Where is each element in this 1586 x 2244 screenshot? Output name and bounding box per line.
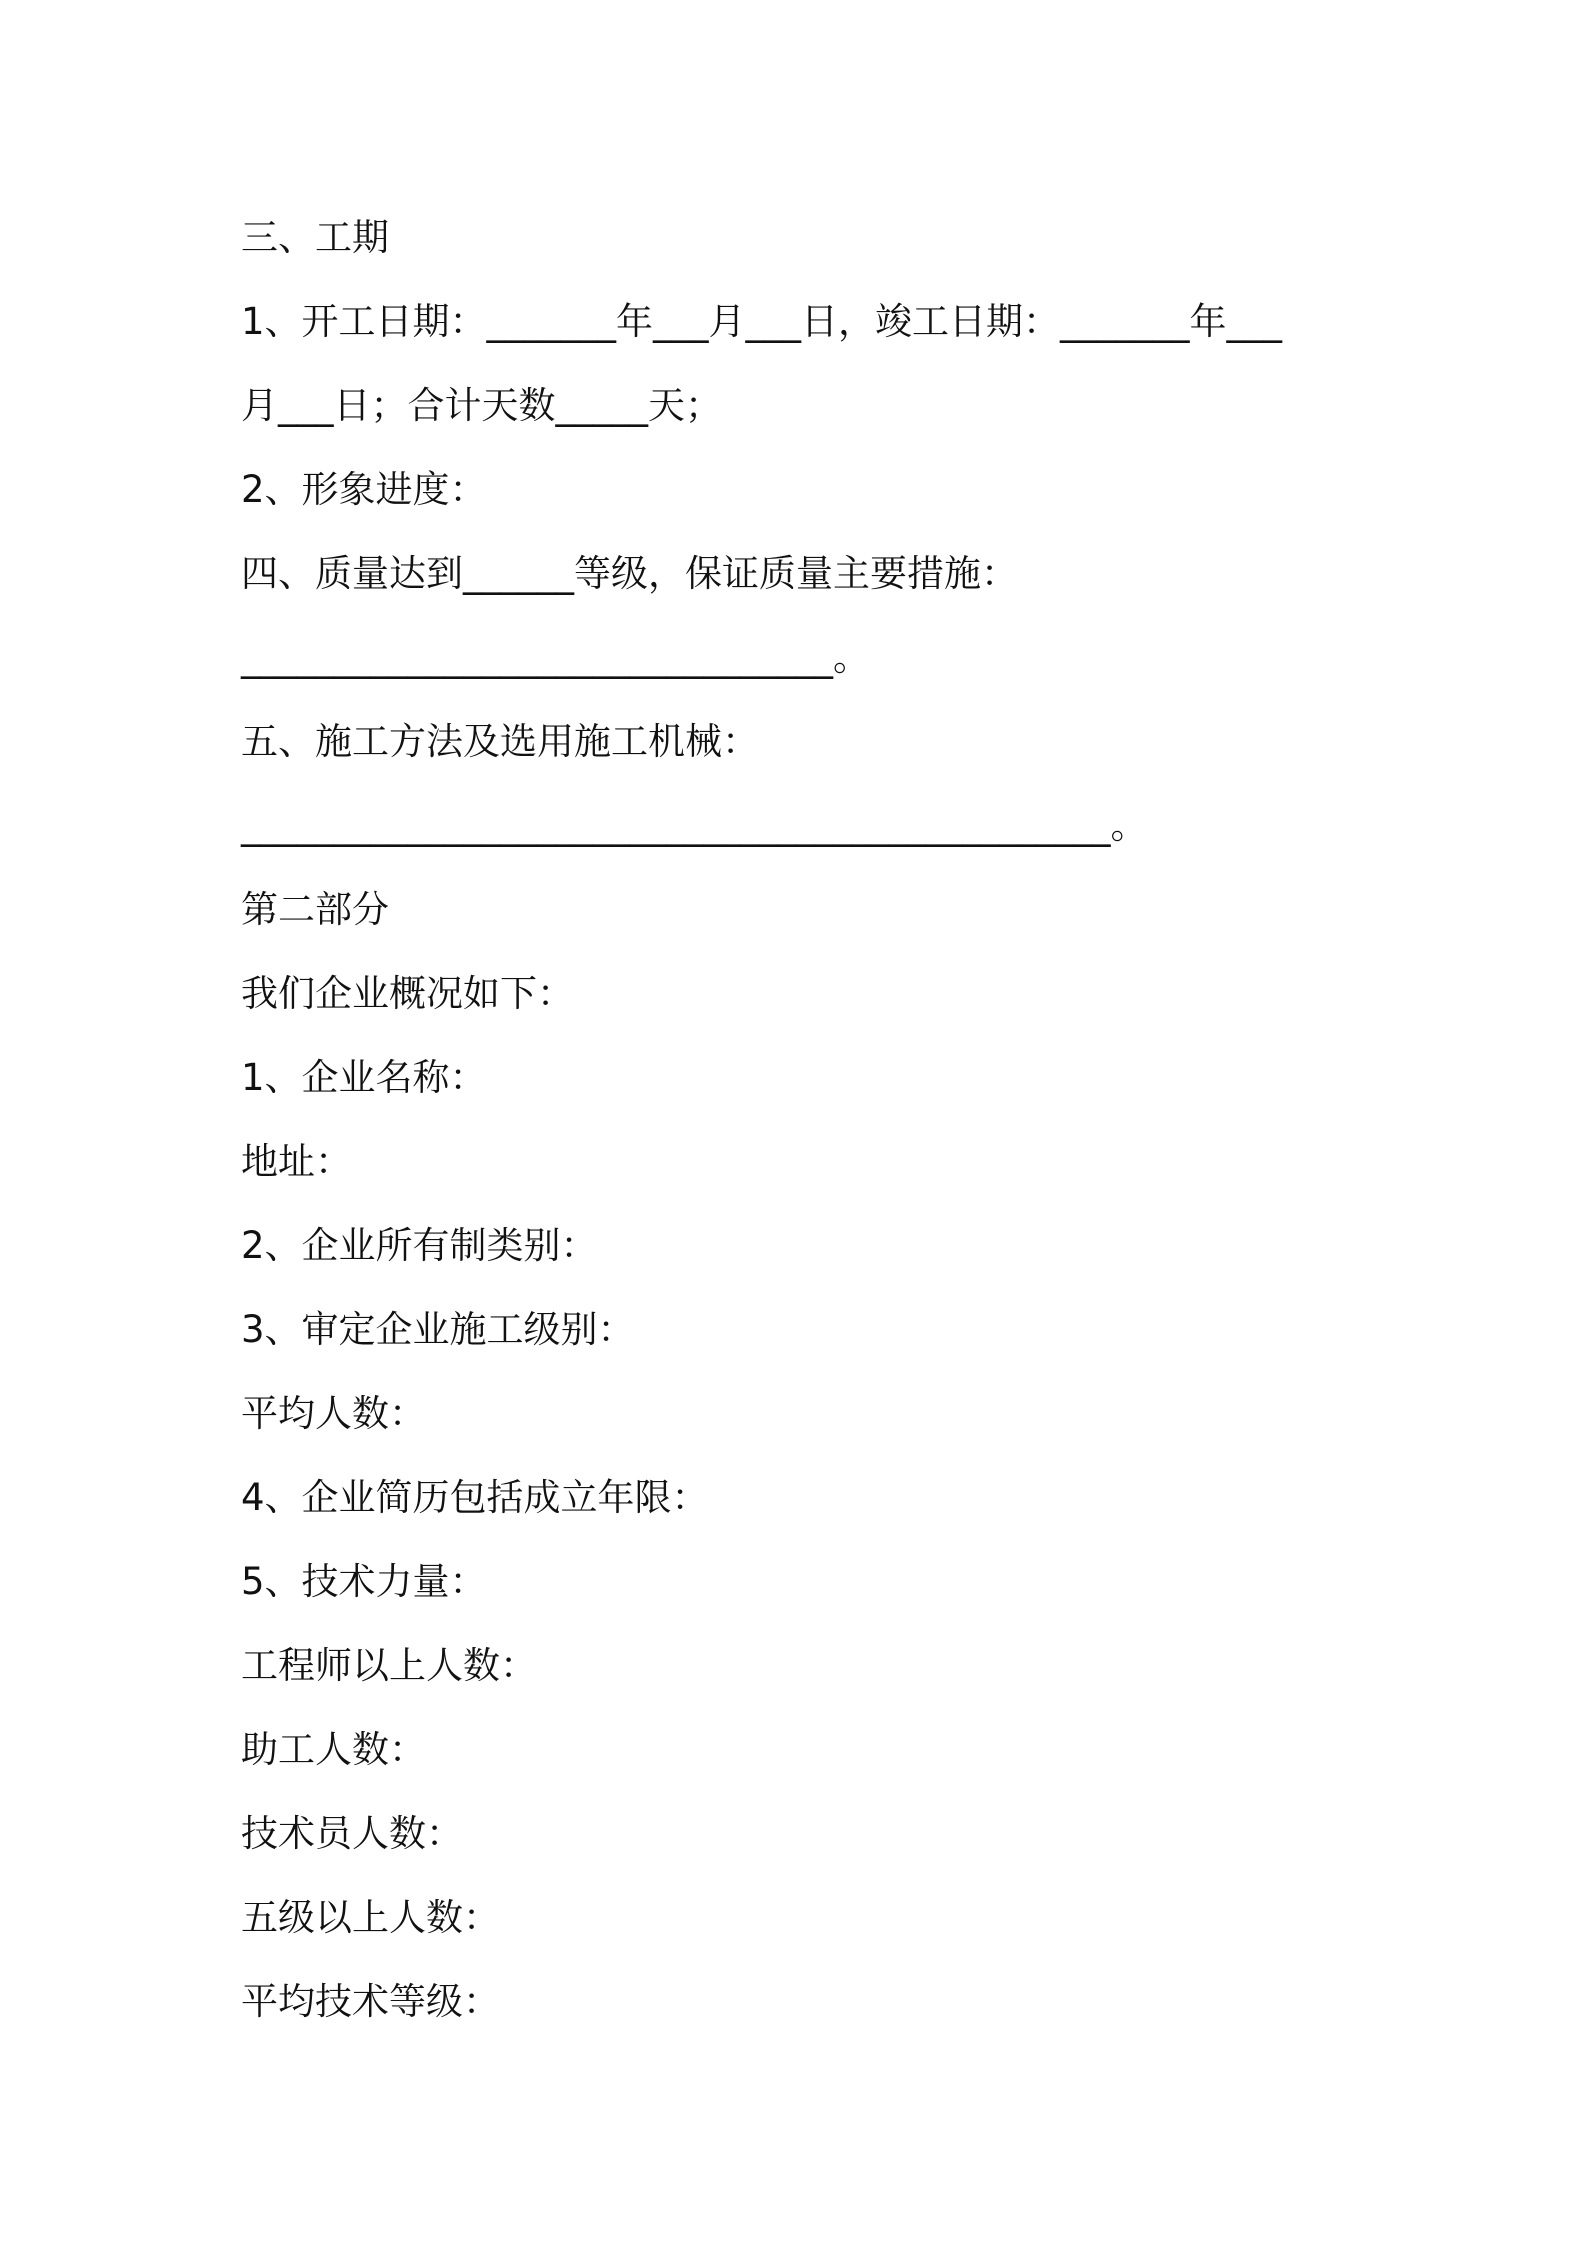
start-completion-date-line: 1、开工日期：_______年___月___日，竣工日期：_______年___ xyxy=(241,300,1283,343)
quality-measures-blank: ________________________________。 xyxy=(241,636,870,679)
technical-strength-line: 5、技术力量： xyxy=(241,1560,487,1603)
document-body xyxy=(241,196,1351,2044)
quality-line: 四、质量达到______等级，保证质量主要措施： xyxy=(241,552,1018,595)
total-days-line: 月___日；合计天数_____天； xyxy=(241,384,722,427)
progress-line: 2、形象进度： xyxy=(241,468,487,511)
construction-grade-line: 3、审定企业施工级别： xyxy=(241,1308,635,1351)
average-headcount-line: 平均人数： xyxy=(241,1392,426,1435)
technician-count-line: 技术员人数： xyxy=(241,1812,463,1855)
construction-method-line: 五、施工方法及选用施工机械： xyxy=(241,720,759,763)
engineer-count-line: 工程师以上人数： xyxy=(241,1644,537,1687)
company-name-line: 1、企业名称： xyxy=(241,1056,487,1099)
construction-method-blank: _______________________________________________。 xyxy=(241,804,1148,847)
section-heading-schedule: 三、工期 xyxy=(241,216,389,259)
assistant-engineer-count-line: 助工人数： xyxy=(241,1728,426,1771)
company-overview-intro: 我们企业概况如下： xyxy=(241,972,574,1015)
address-line: 地址： xyxy=(241,1140,352,1183)
grade-five-above-count-line: 五级以上人数： xyxy=(241,1896,500,1939)
company-history-line: 4、企业简历包括成立年限： xyxy=(241,1476,709,1519)
part-two-heading: 第二部分 xyxy=(241,888,389,931)
average-technical-grade-line: 平均技术等级： xyxy=(241,1980,500,2023)
ownership-type-line: 2、企业所有制类别： xyxy=(241,1224,598,1267)
